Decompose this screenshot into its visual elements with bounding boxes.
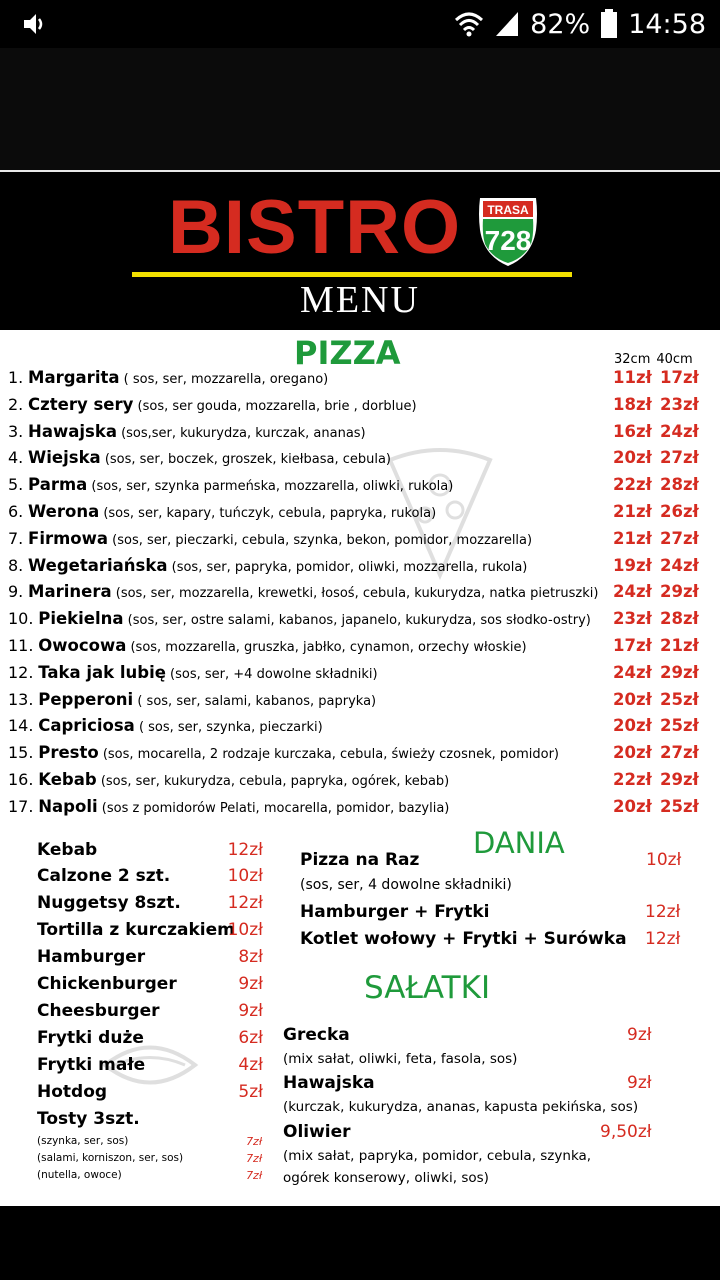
pizza-name: Napoli [38, 796, 98, 816]
pizza-name: Werona [28, 502, 100, 521]
salad-item-name: Hawajska [283, 1073, 375, 1093]
dania-item-price: 10zł [646, 850, 682, 870]
salad-item-desc: (mix sałat, papryka, pomidor, cebula, szynka, [283, 1148, 592, 1164]
salad-item-price: 9,50zł [600, 1122, 652, 1142]
size-small-label: 32cm [614, 352, 651, 367]
pizza-row [8, 663, 708, 689]
pizza-ingredients: (sos z pomidorów Pelati, mocarella, pomidor, bazylia) [97, 800, 450, 816]
pizza-row [8, 502, 708, 528]
pizza-row [8, 582, 708, 608]
pizza-price-large: 28zł [660, 609, 699, 629]
salad-item-name: Grecka [283, 1025, 350, 1045]
pizza-price-small: 20zł [613, 716, 652, 736]
dania-item-price: 12zł [645, 902, 681, 922]
pizza-price-small: 24zł [613, 582, 652, 602]
pizza-price-large: 25zł [660, 716, 699, 736]
menu-header [0, 172, 720, 330]
pizza-price-large: 25zł [660, 796, 699, 816]
pizza-row [8, 716, 708, 742]
pizza-ingredients: (sos,ser, kukurydza, kurczak, ananas) [116, 425, 366, 441]
pizza-price-small: 20zł [613, 743, 652, 763]
pizza-number: 1. [8, 368, 24, 387]
salad-item-name: Oliwier [283, 1122, 351, 1142]
snack-item-name: Frytki małe [37, 1055, 146, 1075]
pizza-price-large: 27zł [660, 448, 699, 468]
pizza-number: 15. [8, 743, 34, 763]
pizza-name: Kebab [38, 770, 97, 789]
pizza-price-large: 17zł [660, 368, 699, 387]
pizza-price-small: 20zł [613, 796, 652, 816]
pizza-row [8, 690, 708, 716]
pizza-number: 12. [8, 662, 34, 682]
pizza-row [8, 770, 708, 796]
snack-item-price: 6zł [238, 1028, 263, 1048]
pizza-price-small: 19zł [613, 555, 652, 575]
pizza-price-large: 24zł [660, 421, 699, 441]
pizza-price-large: 29zł [660, 582, 699, 602]
snack-item-name: Nuggetsy 8szt. [37, 893, 181, 913]
pizza-number: 4. [8, 448, 24, 468]
route-shield-icon [474, 194, 542, 268]
tosty-variant-desc: (szynka, ser, sos) [37, 1135, 129, 1147]
pizza-price-small: 16zł [613, 421, 652, 441]
pizza-ingredients: (sos, ser, mozzarella, krewetki, łosoś, cebula, kukurydza, natka pietruszki) [111, 586, 599, 602]
snack-item-price: 9zł [238, 974, 263, 994]
pizza-ingredients: (sos, ser, +4 dowolne składniki) [165, 666, 378, 682]
pizza-name: Presto [38, 743, 99, 763]
battery-icon [600, 9, 618, 39]
pizza-row [8, 609, 708, 635]
pizza-number: 17. [8, 796, 34, 816]
pizza-size-header [614, 352, 699, 367]
snack-item-price: 5zł [238, 1082, 263, 1102]
pizza-ingredients: (sos, ser, kukurydza, cebula, papryka, ogórek, kebab) [96, 774, 450, 789]
pizza-row [8, 743, 708, 769]
salatki-section-title: SAŁATKI [364, 970, 491, 1006]
snack-item-price: 4zł [238, 1055, 263, 1075]
dania-item-name: Kotlet wołowy + Frytki + Surówka [300, 929, 627, 949]
salad-item-price: 9zł [627, 1025, 652, 1045]
pizza-ingredients: (sos, ser gouda, mozzarella, brie , dorblue) [133, 398, 417, 414]
snack-item-name: Cheesburger [37, 1001, 160, 1021]
pizza-ingredients: (sos, ser, kapary, tuńczyk, cebula, papryka, rukola) [99, 506, 437, 521]
snack-item-price: 10zł [227, 920, 263, 940]
dania-section-title: DANIA [473, 826, 565, 860]
pizza-row [8, 475, 708, 501]
snack-item-name: Calzone 2 szt. [37, 866, 171, 886]
pizza-price-large: 25zł [660, 689, 699, 709]
pizza-number: 6. [8, 502, 24, 521]
snack-item-price: 9zł [238, 1001, 263, 1021]
dania-item-name: Pizza na Raz [300, 850, 420, 870]
snack-item-name: Kebab [37, 840, 98, 860]
pizza-name: Cztery sery [28, 394, 134, 414]
snack-item-price: 12zł [227, 893, 263, 913]
pizza-price-small: 23zł [613, 609, 652, 629]
salad-item-desc-line2: ogórek konserowy, oliwki, sos) [283, 1170, 489, 1186]
pizza-price-small: 11zł [613, 368, 652, 387]
pizza-price-large: 21zł [660, 636, 699, 655]
pizza-number: 16. [8, 770, 34, 789]
snack-item-price: 8zł [238, 947, 263, 967]
pizza-name: Firmowa [28, 528, 109, 548]
pizza-number: 7. [8, 528, 24, 548]
image-top-band [0, 48, 720, 170]
tosty-variant-price: 7zł [246, 1135, 262, 1148]
pizza-number: 13. [8, 689, 34, 709]
pizza-name: Wiejska [28, 448, 101, 468]
menu-subtitle: MENU [300, 279, 420, 321]
pizza-ingredients: (sos, mocarella, 2 rodzaje kurczaka, cebula, świeży czosnek, pomidor) [98, 747, 559, 763]
pizza-section-title: PIZZA [294, 334, 401, 372]
pizza-price-small: 20zł [613, 689, 652, 709]
pizza-row [8, 368, 708, 394]
pizza-row [8, 529, 708, 555]
tosty-name: Tosty 3szt. [37, 1109, 140, 1129]
salad-item-price: 9zł [627, 1073, 652, 1093]
pizza-name: Taka jak lubię [38, 662, 166, 682]
pizza-row [8, 395, 708, 421]
tosty-variant-desc: (nutella, owoce) [37, 1169, 122, 1181]
pizza-name: Capriciosa [38, 716, 135, 736]
pizza-price-small: 21zł [613, 502, 652, 521]
tosty-variant-desc: (salami, korniszon, ser, sos) [37, 1152, 184, 1164]
pizza-price-small: 21zł [613, 528, 652, 548]
pizza-row [8, 422, 708, 448]
pizza-price-large: 29zł [660, 770, 699, 789]
pizza-number: 5. [8, 475, 24, 495]
tosty-variant-price: 7zł [246, 1152, 262, 1165]
status-bar [0, 0, 720, 48]
dania-item-price: 12zł [645, 929, 681, 949]
pizza-ingredients: (sos, mozzarella, gruszka, jabłko, cynamon, orzechy włoskie) [126, 640, 527, 655]
pizza-row [8, 448, 708, 474]
image-bottom-band [0, 1206, 720, 1280]
snack-item-name: Frytki duże [37, 1028, 144, 1048]
signal-icon [494, 10, 520, 38]
badge-top-text: TRASA [487, 203, 529, 217]
pizza-price-large: 27zł [660, 743, 699, 763]
pizza-number: 9. [8, 582, 24, 602]
dania-item-name: Hamburger + Frytki [300, 902, 490, 922]
pizza-ingredients: (sos, ser, pieczarki, cebula, szynka, bekon, pomidor, mozzarella) [108, 532, 533, 548]
pizza-name: Hawajska [28, 421, 117, 441]
pizza-name: Piekielna [38, 609, 124, 629]
pizza-row [8, 797, 708, 823]
pizza-name: Margarita [28, 368, 120, 387]
salad-item-desc: (mix sałat, oliwki, feta, fasola, sos) [283, 1051, 518, 1067]
pizza-price-large: 27zł [660, 528, 699, 548]
clock: 14:58 [628, 8, 706, 40]
pizza-ingredients: (sos, ser, boczek, groszek, kiełbasa, cebula) [100, 452, 391, 468]
pizza-price-large: 28zł [660, 475, 699, 495]
pizza-price-large: 23zł [660, 394, 699, 414]
volume-icon [22, 11, 48, 37]
snack-item-price: 12zł [227, 840, 263, 860]
pizza-price-large: 24zł [660, 555, 699, 575]
pizza-ingredients: ( sos, ser, szynka, pieczarki) [134, 720, 323, 736]
pizza-name: Parma [28, 475, 88, 495]
menu-panel [0, 330, 720, 1206]
pizza-price-small: 24zł [613, 662, 652, 682]
pizza-number: 8. [8, 555, 24, 575]
pizza-number: 14. [8, 716, 34, 736]
brand-logo: BISTRO [168, 185, 462, 270]
pizza-price-small: 20zł [613, 448, 652, 468]
pizza-price-small: 17zł [613, 636, 652, 655]
header-yellow-line [132, 272, 572, 277]
badge-number: 728 [484, 225, 532, 256]
pizza-row [8, 556, 708, 582]
pizza-name: Marinera [28, 582, 112, 602]
salad-item-desc: (kurczak, kukurydza, ananas, kapusta pekińska, sos) [283, 1099, 639, 1115]
pizza-name: Pepperoni [38, 689, 134, 709]
pizza-price-small: 22zł [613, 475, 652, 495]
battery-percent: 82% [530, 8, 591, 40]
pizza-price-large: 29zł [660, 662, 699, 682]
tosty-variant-price: 7zł [246, 1169, 262, 1182]
pizza-ingredients: (sos, ser, szynka parmeńska, mozzarella, oliwki, rukola) [87, 479, 454, 495]
snack-item-name: Hotdog [37, 1082, 108, 1102]
pizza-price-small: 18zł [613, 394, 652, 414]
pizza-number: 11. [8, 636, 34, 655]
pizza-ingredients: (sos, ser, ostre salami, kabanos, japanelo, kukurydza, sos słodko-ostry) [123, 613, 591, 629]
pizza-number: 10. [8, 609, 34, 629]
snack-item-name: Hamburger [37, 947, 146, 967]
snack-item-name: Tortilla z kurczakiem [37, 920, 235, 940]
wifi-icon [454, 10, 484, 38]
pizza-name: Wegetariańska [28, 555, 168, 575]
pizza-number: 2. [8, 394, 24, 414]
pizza-ingredients: ( sos, ser, salami, kabanos, papryka) [133, 693, 377, 709]
pizza-ingredients: ( sos, ser, mozzarella, oregano) [119, 372, 329, 387]
pizza-ingredients: (sos, ser, papryka, pomidor, oliwki, mozzarella, rukola) [167, 559, 528, 575]
size-large-label: 40cm [656, 352, 693, 367]
pizza-name: Owocowa [38, 636, 127, 655]
snack-item-name: Chickenburger [37, 974, 177, 994]
dania-item-desc: (sos, ser, 4 dowolne składniki) [300, 877, 512, 893]
pizza-price-small: 22zł [613, 770, 652, 789]
pizza-price-large: 26zł [660, 502, 699, 521]
pizza-row [8, 636, 708, 662]
snack-item-price: 10zł [227, 866, 263, 886]
pizza-number: 3. [8, 421, 24, 441]
